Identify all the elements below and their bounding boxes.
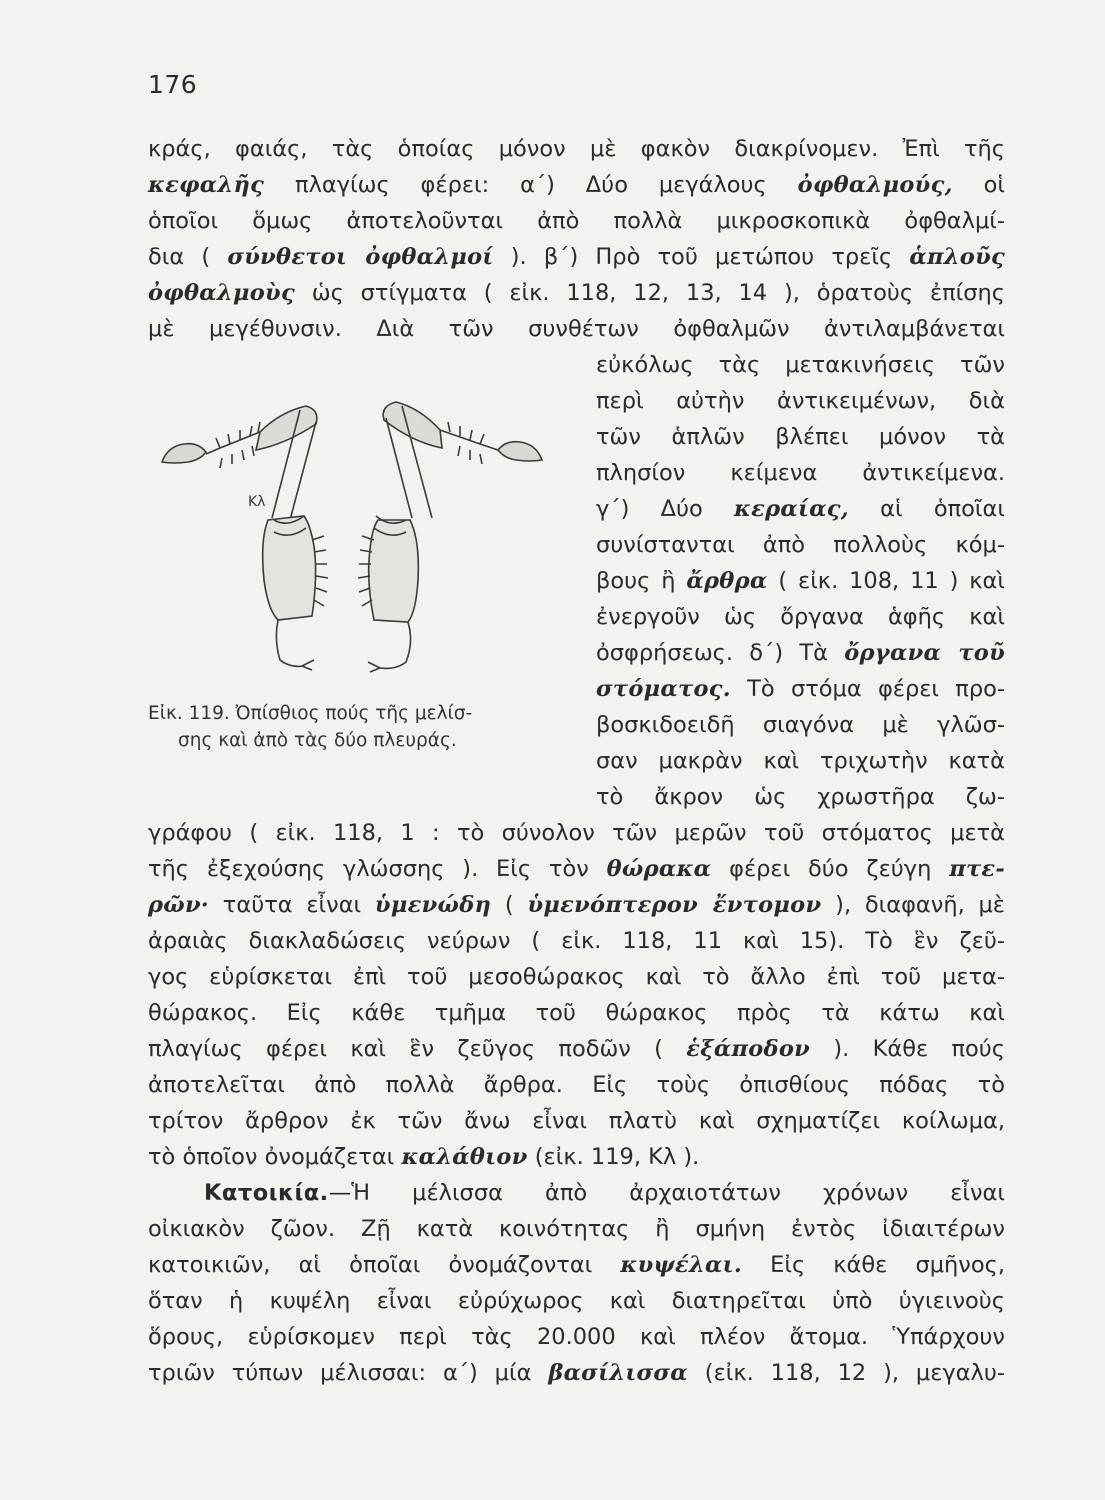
text-line: περὶ αὐτὴν ἀντικειμένων, διὰ xyxy=(596,388,1005,414)
text-line: ἐνεργοῦν ὡς ὄργανα ἁφῆς καὶ xyxy=(596,604,1005,630)
text-line: τρίτον ἄρθρον ἐκ τῶν ἄνω εἶναι πλατὺ καὶ σχηματίζει κοίλωμα, xyxy=(148,1108,1005,1134)
section-heading-line: Κατοικία.—Ἡ μέλισσα ἀπὸ ἀρχαιοτάτων χρόνων εἶναι xyxy=(204,1180,1005,1206)
term: ὑμενώδη xyxy=(374,892,492,918)
text-line: τῆς ἐξεχούσης γλώσσης ). Εἰς τὸν θώρακα φέρει δύο ζεύγη πτε- xyxy=(148,856,1006,882)
label-kl: Κλ xyxy=(248,494,266,510)
term: ἁπλοῦς xyxy=(909,244,1006,270)
term: ἄρθρα xyxy=(686,568,768,594)
term: κυψέλαι. xyxy=(620,1252,742,1278)
text-line: ὀφθαλμοὺς ὡς στίγματα ( εἰκ. 118, 12, 13, 14 ), ὁρατοὺς ἐπίσης xyxy=(148,280,1005,306)
term: ἑξάποδον xyxy=(686,1036,811,1062)
text-line: ὁποῖοι ὅμως ἀποτελοῦνται ἀπὸ πολλὰ μικροσκοπικὰ ὀφθαλμί- xyxy=(148,208,1005,234)
text-line: ὅταν ἡ κυψέλη εἶναι εὐρύχωρος καὶ διατηρεῖται ὑπὸ ὑγιεινοὺς xyxy=(148,1288,1005,1314)
text-line: τῶν ἁπλῶν βλέπει μόνον τὰ xyxy=(596,424,1005,450)
text-line: συνίστανται ἀπὸ πολλοὺς κόμ- xyxy=(596,532,1005,558)
term: πτε- xyxy=(949,856,1006,882)
text-line: ρῶν· ταῦτα εἶναι ὑμενώδη ( ὑμενόπτερον ἔντομον ), διαφανῆ, μὲ xyxy=(148,892,1005,918)
bee-leg-illustration xyxy=(150,370,590,700)
text-line: οἰκιακὸν ζῶον. Ζῇ κατὰ κοινότητας ἢ σμήνη ἐντὸς ἰδιαιτέρων xyxy=(148,1216,1005,1242)
term: κεραίας, xyxy=(733,496,849,522)
text-line: σαν μακρὰν καὶ τριχωτὴν κατὰ xyxy=(596,748,1005,774)
term: καλάθιον xyxy=(401,1144,528,1170)
text-line: βοσκιδοειδῆ σιαγόνα μὲ γλῶσ- xyxy=(596,712,1005,738)
term: στόματος. xyxy=(596,676,731,702)
text-line: κράς, φαιάς, τὰς ὁποίας μόνον μὲ φακὸν διακρίνομεν. Ἐπὶ τῆς xyxy=(148,136,1005,162)
figure-bee-hind-leg xyxy=(150,370,590,700)
text-line: τριῶν τύπων μέλισσαι: α΄) μία βασίλισσα (εἰκ. 118, 12 ), μεγαλυ- xyxy=(148,1360,1005,1386)
term: ὑμενόπτερον ἔντομον xyxy=(527,892,822,918)
term: ρῶν· xyxy=(148,892,210,918)
text-line: γράφου ( εἰκ. 118, 1 : τὸ σύνολον τῶν μερῶν τοῦ στόματος μετὰ xyxy=(148,820,1005,846)
caption-line: σης καὶ ἀπὸ τὰς δύο πλευράς. xyxy=(178,730,457,751)
text-line: βους ἢ ἄρθρα ( εἰκ. 108, 11 ) καὶ xyxy=(596,568,1005,594)
text-line: μὲ μεγέθυνσιν. Διὰ τῶν συνθέτων ὀφθαλμῶν ἀντιλαμβάνεται xyxy=(148,316,1005,342)
section-heading: Κατοικία. xyxy=(204,1180,329,1206)
text-line: δια ( σύνθετοι ὀφθαλμοί ). β΄) Πρὸ τοῦ μετώπου τρεῖς ἁπλοῦς xyxy=(148,244,1006,270)
text-line: τὸ ἄκρον ὡς χρωστῆρα ζω- xyxy=(596,784,1005,810)
term: θώρακα xyxy=(606,856,712,882)
text-line: ἀραιὰς διακλαδώσεις νεύρων ( εἰκ. 118, 11 καὶ 15). Τὸ ἓν ζεῦ- xyxy=(148,928,1005,954)
text-line: γος εὑρίσκεται ἐπὶ τοῦ μεσοθώρακος καὶ τὸ ἄλλο ἐπὶ τοῦ μετα- xyxy=(148,964,1005,990)
text-line: ὀσφρήσεως. δ΄) Τὰ ὄργανα τοῦ xyxy=(596,640,1006,666)
caption-line: Εἰκ. 119. Ὀπίσθιος πούς τῆς μελίσ- xyxy=(148,703,473,724)
term: ὀφθαλμοὺς xyxy=(148,280,295,306)
figure-caption xyxy=(148,700,558,754)
term: σύνθετοι ὀφθαλμοί xyxy=(227,244,494,270)
text-line: πλαγίως φέρει καὶ ἓν ζεῦγος ποδῶν ( ἑξάποδον ). Κάθε πούς xyxy=(148,1036,1005,1062)
term: κεφαλῆς xyxy=(148,172,265,198)
page-number: 176 xyxy=(148,70,198,99)
text-line: κεφαλῆς πλαγίως φέρει: α΄) Δύο μεγάλους ὀφθαλμούς, οἱ xyxy=(148,172,1005,198)
term: βασίλισσα xyxy=(548,1360,688,1386)
text-line: θώρακος. Εἰς κάθε τμῆμα τοῦ θώρακος πρὸς τὰ κάτω καὶ xyxy=(148,1000,1005,1026)
text-line: γ΄) Δύο κεραίας, αἱ ὁποῖαι xyxy=(596,496,1005,522)
term: ὄργανα τοῦ xyxy=(844,640,1006,666)
text-line: τὸ ὁποῖον ὀνομάζεται καλάθιον (εἰκ. 119, Κλ ). xyxy=(148,1144,700,1170)
text-line: στόματος. Τὸ στόμα φέρει προ- xyxy=(596,676,1005,702)
text-line: κατοικιῶν, αἱ ὁποῖαι ὀνομάζονται κυψέλαι. Εἰς κάθε σμῆνος, xyxy=(148,1252,1005,1278)
text-line: ἀποτελεῖται ἀπὸ πολλὰ ἄρθρα. Εἰς τοὺς ὀπισθίους πόδας τὸ xyxy=(148,1072,1005,1098)
text-line: εὐκόλως τὰς μετακινήσεις τῶν xyxy=(596,352,1005,378)
term: ὀφθαλμούς, xyxy=(797,172,953,198)
text-line: ὅρους, εὑρίσκομεν περὶ τὰς 20.000 καὶ πλέον ἄτομα. Ὑπάρχουν xyxy=(148,1324,1005,1350)
text-line: πλησίον κείμενα ἀντικείμενα. xyxy=(596,460,1005,486)
